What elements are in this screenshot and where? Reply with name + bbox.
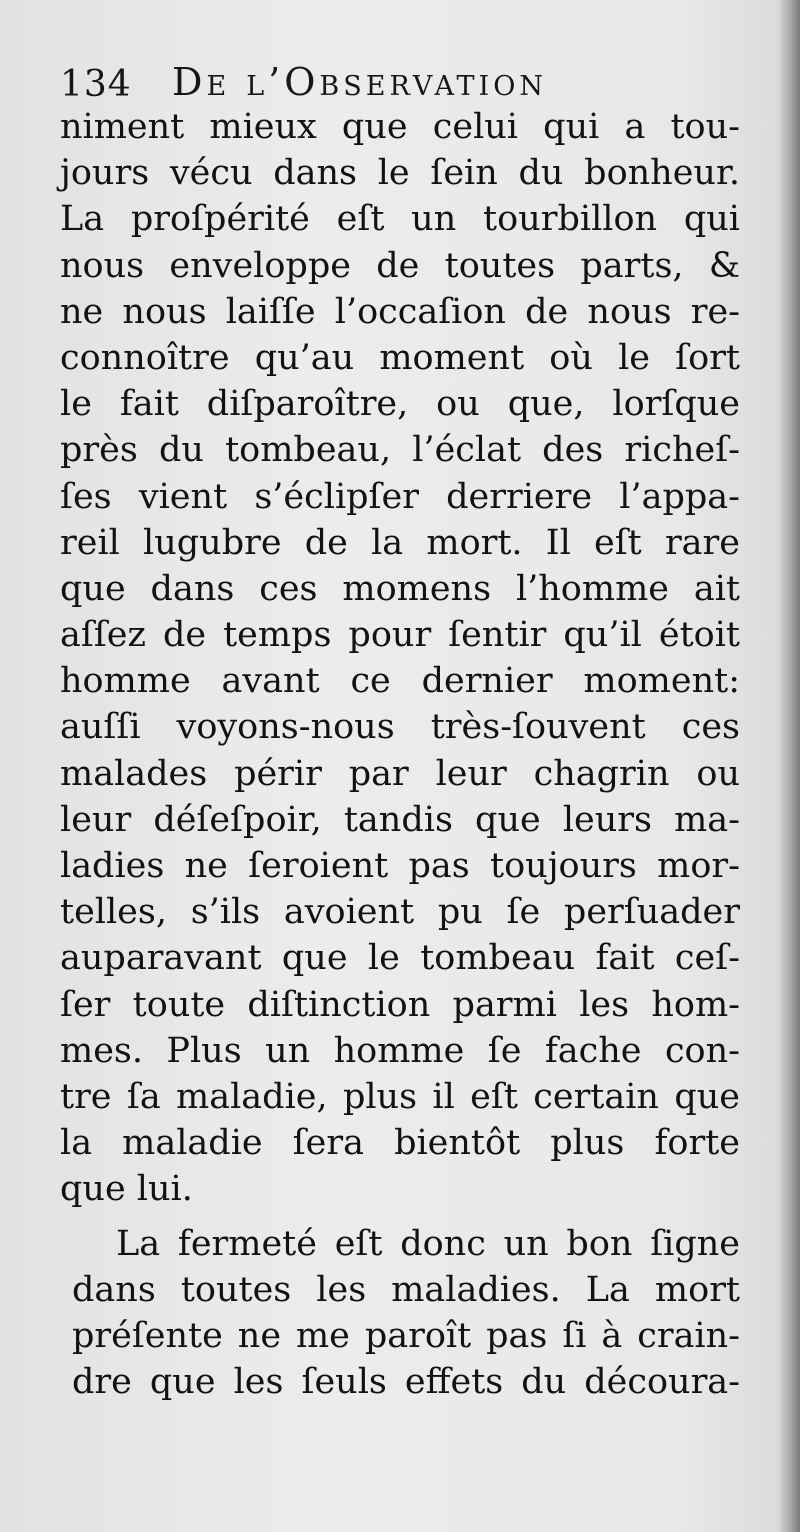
page-gutter-shadow	[778, 0, 800, 1532]
text-line: dans toutes les maladies. La mort	[72, 1269, 740, 1310]
text-line: le fait diſparoître, ou que, lorſque	[60, 384, 740, 425]
text-line: ne nous laiſſe l’occaſion de nous re-	[60, 291, 740, 332]
text-line: tre ſa maladie, plus il eſt certain que	[60, 1076, 740, 1117]
text-line: auparavant que le tombeau fait ceſ-	[60, 938, 740, 979]
text-line: que dans ces momens l’homme ait	[60, 568, 740, 609]
text-line: niment mieux que celui qui a tou-	[60, 107, 740, 147]
text-line: jours vécu dans le ſein du bonheur.	[60, 153, 740, 194]
text-line: homme avant ce dernier moment:	[60, 661, 740, 702]
page-number: 134	[60, 64, 132, 105]
paragraph-gap	[60, 1213, 740, 1221]
text-line: connoître qu’au moment où le ſort	[60, 337, 740, 378]
page-header	[60, 58, 760, 110]
text-line: telles, s’ils avoient pu ſe perſuader	[60, 892, 740, 933]
text-line: La fermeté eſt donc un bon ſigne	[116, 1223, 740, 1264]
text-line: La proſpérité eſt un tourbillon qui	[60, 199, 740, 240]
text-line: ladies ne ſeroient pas toujours mor-	[60, 846, 740, 886]
paragraph	[60, 1221, 740, 1406]
text-line: nous enveloppe de toutes parts, &	[60, 245, 740, 286]
text-line: préſente ne me paroît pas ſi à crain-	[72, 1315, 740, 1356]
text-line: dre que les ſeuls effets du découra-	[72, 1362, 740, 1403]
text-line: reil lugubre de la mort. Il eſt rare	[60, 522, 740, 563]
text-line: que lui.	[60, 1169, 193, 1210]
text-line: mes. Plus un homme ſe fache con-	[60, 1030, 740, 1071]
text-line: aſſez de temps pour ſentir qu’il étoit	[60, 615, 740, 656]
text-line: auſſi voyons-nous très-ſouvent ces	[60, 707, 740, 748]
text-line: près du tombeau, l’éclat des richeſ-	[60, 430, 740, 471]
text-line: ſer toute diſtinction parmi les hom-	[60, 984, 740, 1025]
text-line: ſes vient s’éclipſer derriere l’appa-	[60, 476, 740, 517]
paragraph	[60, 104, 740, 1213]
running-title: De l’Observation	[172, 60, 547, 104]
text-line: malades périr par leur chagrin ou	[60, 753, 740, 794]
text-line: leur déſeſpoir, tandis que leurs ma-	[60, 799, 740, 840]
body-text	[60, 104, 740, 1405]
text-line: la maladie ſera bientôt plus forte	[60, 1123, 740, 1164]
